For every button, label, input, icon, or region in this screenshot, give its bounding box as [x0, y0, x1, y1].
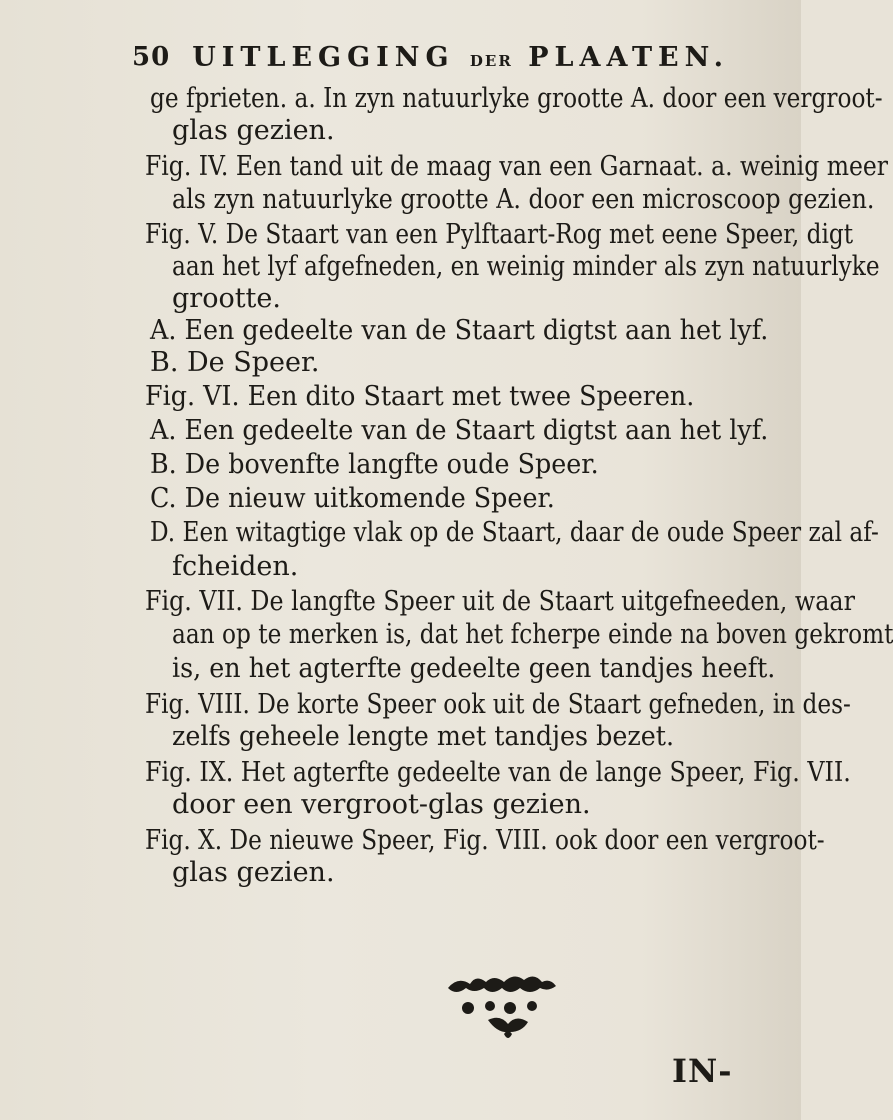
text-line: Fig. IX. Het agterfte gedeelte van de lange Speer, Fig. VII. [145, 757, 851, 788]
text-line: fcheiden. [172, 551, 299, 582]
page-number: 50 [132, 42, 171, 72]
text-line: C. De nieuw uitkomende Speer. [150, 483, 555, 514]
text-line: grootte. [172, 283, 281, 314]
text-line: is, en het agterfte gedeelte geen tandjes heeft. [172, 653, 776, 684]
text-line: A. Een gedeelte van de Staart digtst aan het lyf. [150, 415, 769, 446]
text-line: A. Een gedeelte van de Staart digtst aan het lyf. [150, 315, 769, 346]
text-line: aan op te merken is, dat het fcherpe einde na boven gekromt [172, 619, 893, 650]
text-line: Fig. VIII. De korte Speer ook uit de Staart gefneden, in des- [145, 689, 851, 720]
text-line: zelfs geheele lengte met tandjes bezet. [172, 721, 675, 752]
text-line: Fig. X. De nieuwe Speer, Fig. VIII. ook door een vergroot- [145, 825, 825, 856]
running-head-title: UITLEGGING [192, 41, 455, 73]
page-header [132, 34, 761, 80]
running-head-der: DER [469, 51, 513, 70]
text-line: ge fprieten. a. In zyn natuurlyke grootte A. door een vergroot- [150, 83, 883, 114]
running-head [192, 42, 729, 73]
text-line: B. De Speer. [150, 347, 320, 378]
text-line: Fig. IV. Een tand uit de maag van een Garnaat. a. weinig meer [145, 151, 889, 182]
printers-ornament [438, 968, 588, 1048]
text-line: aan het lyf afgefneden, en weinig minder als zyn natuurlyke [172, 251, 880, 282]
text-line: Fig. VI. Een dito Staart met twee Speeren. [145, 381, 695, 412]
text-line: B. De bovenfte langfte oude Speer. [150, 449, 599, 480]
text-line: Fig. VII. De langfte Speer uit de Staart uitgefneeden, waar [145, 586, 855, 617]
text-line: door een vergroot-glas gezien. [172, 789, 591, 820]
text-line: als zyn natuurlyke grootte A. door een microscoop gezien. [172, 184, 875, 215]
running-head-rest: PLAATEN. [528, 41, 729, 73]
text-line: D. Een witagtige vlak op de Staart, daar de oude Speer zal af- [150, 517, 879, 548]
catchword: IN- [672, 1052, 733, 1090]
text-line: glas gezien. [172, 115, 335, 146]
text-line: glas gezien. [172, 857, 335, 888]
text-line: Fig. V. De Staart van een Pylftaart-Rog met eene Speer, digt [145, 219, 854, 250]
